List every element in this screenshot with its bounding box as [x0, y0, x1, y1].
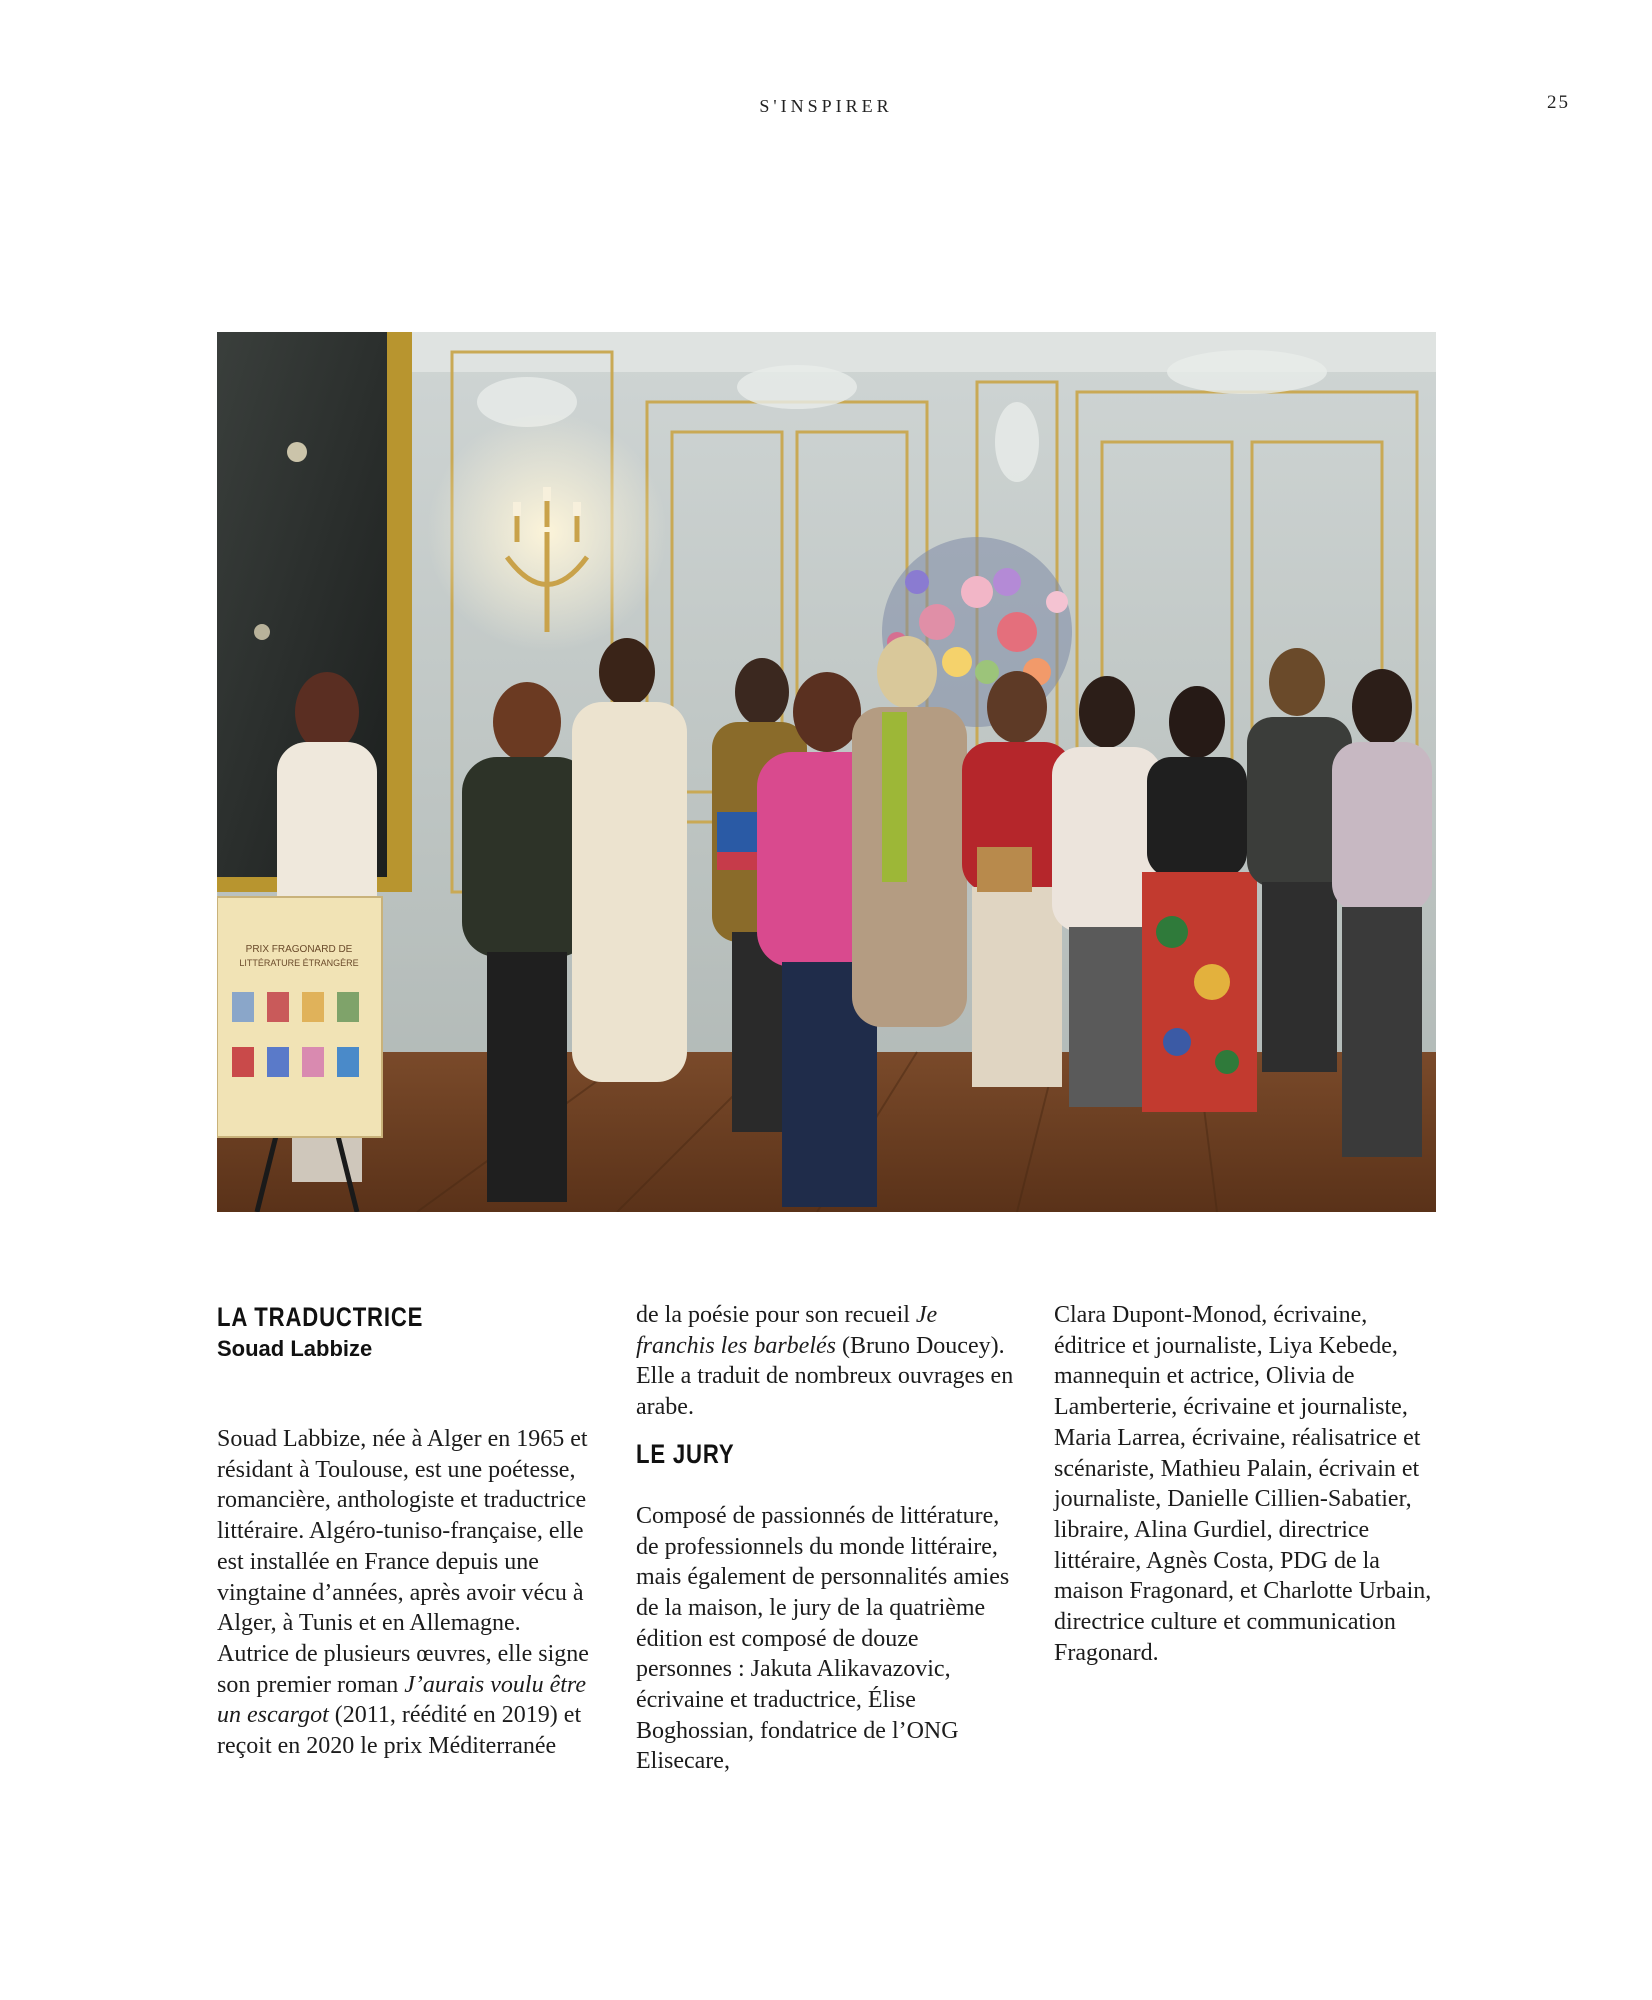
poetry-text-after: (Bruno Doucey). [835, 1332, 1005, 1359]
page-number: 25 [1547, 92, 1570, 113]
translator-heading: LA TRADUCTRICE [217, 1302, 424, 1332]
translator-works-paragraph [217, 1639, 599, 1762]
translator-name: Souad Labbize [217, 1336, 373, 1361]
poetry-text-before: de la poésie pour son recueil [636, 1302, 916, 1328]
poster-title-line1: PRIX FRAGONARD DE [245, 944, 353, 955]
translator-bio-paragraph: Souad Labbize, née à Alger en 1965 et résidant à Toulouse, est une poétesse, romancière, anthologiste et traductrice littéraire. Algéro-tuniso-française, elle est installée en France depuis une vingtaine d’années, après avoir vécu à Alger, à Tunis et en Allemagne. [217, 1426, 588, 1637]
running-head-section: S'INSPIRER [759, 96, 893, 116]
works-text-before: Autrice de plusieurs œuvres, elle signe son premier roman [217, 1640, 589, 1698]
novel-title: J’aurais voulu être un escargot [217, 1671, 587, 1729]
translations-paragraph: Elle a traduit de nombreux ouvrages en arabe. [636, 1363, 1014, 1421]
jury-members-paragraph: Clara Dupont-Monod, écrivaine, éditrice et journaliste, Liya Kebede, mannequin et actrice, Olivia de Lamberterie, écrivaine et journaliste, Maria Larrea, écrivaine, réalisatrice et scénariste, Mathieu Palain, écrivain et journaliste, Danielle Cillien-Sabatier, libraire, Alina Gurdiel, directrice littéraire, Agnès Costa, PDG de la maison Fragonard, et Charlotte Urbain, directrice culture et communication Fragonard. [1054, 1302, 1432, 1666]
jury-paragraph: Composé de passionnés de littérature, de professionnels du monde littéraire, mais également de personnalités amies de la maison, le jury de la quatrième édition est composé de douze personnes : Jakuta Alikavazovic, écrivaine et traductrice, Élise Boghossian, fondatrice de l’ONG Elisecare, [636, 1502, 1010, 1775]
poetry-collection-title: Je franchis les barbelés [636, 1302, 938, 1359]
article-column-2 [636, 1300, 1018, 1777]
ceremony-photo-illustration [217, 332, 1436, 1212]
works-text-after: (2011, réédité en 2019) et reçoit en 2020 le prix Méditerranée [217, 1702, 582, 1760]
article-column-3 [1054, 1300, 1436, 1668]
ceremony-photo [217, 332, 1436, 1212]
article-column-1 [217, 1300, 599, 1762]
poster-title-line2: LITTÉRATURE ÉTRANGÈRE [239, 958, 359, 968]
poetry-paragraph [636, 1300, 1018, 1361]
jury-heading: LE JURY [636, 1438, 735, 1469]
